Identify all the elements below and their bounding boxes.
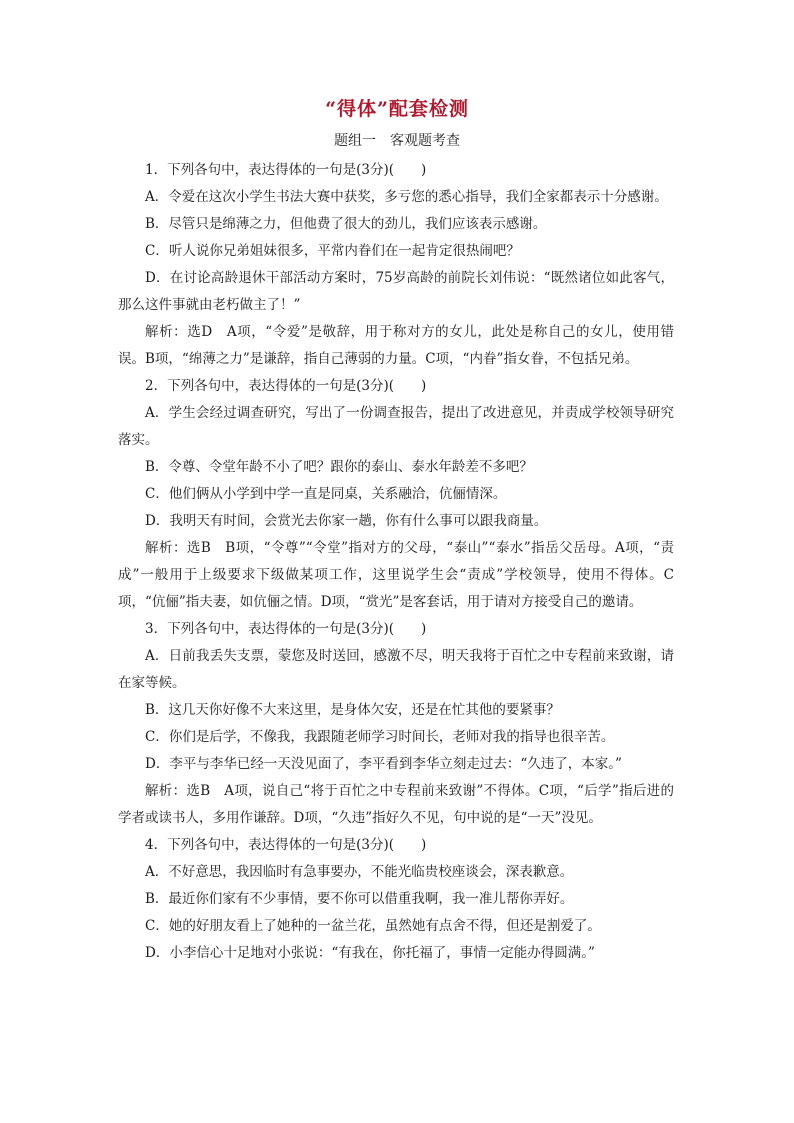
question-3-stem: 3．下列各句中，表达得体的一句是(3分)( ) xyxy=(145,621,427,637)
page-title: “得体”配套检测 xyxy=(325,98,469,120)
question-2-option-b: B．令尊、令堂年龄不小了吧？跟你的泰山、泰水年龄差不多吧？ xyxy=(145,459,533,475)
question-3-option-b: B．这几天你好像不大来这里，是身体欠安，还是在忙其他的要紧事？ xyxy=(145,702,560,718)
question-3-option-a: A．日前我丢失支票，蒙您及时送回，感激不尽，明天我将于百忙之中专程前来致谢，请在家等候。 xyxy=(118,648,674,691)
question-2-analysis: 解析：选B B项，“令尊”“令堂”指对方的父母，“泰山”“泰水”指岳父岳母。A项，“责成”一般用于上级要求下级做某项工作，这里说学生会“责成”学校领导，使用不得体。C项，“伉俪”指夫妻，如伉俪之情。D项，“赏光”是客套话，用于请对方接受自己的邀请。 xyxy=(118,540,674,610)
question-1-option-c: C．听人说你兄弟姐妹很多，平常内眷们在一起肯定很热闹吧？ xyxy=(145,243,520,259)
question-2-option-d: D．我明天有时间，会赏光去你家一趟，你有什么事可以跟我商量。 xyxy=(145,513,548,529)
question-2-option-c: C．他们俩从小学到中学一直是同桌，关系融洽，伉俪情深。 xyxy=(145,486,507,502)
question-1-option-b: B．尽管只是绵薄之力，但他费了很大的劲儿，我们应该表示感谢。 xyxy=(145,216,547,232)
question-4-stem: 4．下列各句中，表达得体的一句是(3分)( ) xyxy=(145,837,427,853)
question-1-stem: 1．下列各句中，表达得体的一句是(3分)( ) xyxy=(145,162,427,178)
question-3-analysis: 解析：选B A项，说自己“将于百忙之中专程前来致谢”不得体。C项，“后学”指后进的学者或读书人，多用作谦辞。D项，“久违”指好久不见，句中说的是“一天”没见。 xyxy=(118,783,674,826)
question-1-option-d: D．在讨论高龄退休干部活动方案时，75岁高龄的前院长刘伟说：“既然诸位如此客气，那么这件事就由老朽做主了！” xyxy=(118,270,674,313)
question-3-option-d: D．李平与李华已经一天没见面了，李平看到李华立刻走过去：“久违了，本家。” xyxy=(145,756,622,772)
question-1-option-a: A．令爱在这次小学生书法大赛中获奖，多亏您的悉心指导，我们全家都表示十分感谢。 xyxy=(145,189,668,205)
question-2-option-a: A．学生会经过调查研究，写出了一份调查报告，提出了改进意见，并责成学校领导研究落实。 xyxy=(118,405,674,448)
question-3-option-c: C．你们是后学，不像我，我跟随老师学习时间长，老师对我的指导也很辛苦。 xyxy=(145,729,615,745)
question-4-option-c: C．她的好朋友看上了她种的一盆兰花，虽然她有点舍不得，但还是割爱了。 xyxy=(145,918,601,934)
section-heading: 题组一 客观题考查 xyxy=(334,133,460,149)
question-2-stem: 2．下列各句中，表达得体的一句是(3分)( ) xyxy=(145,378,427,394)
document-body xyxy=(118,157,674,967)
question-1-analysis: 解析：选D A项，“令爱”是敬辞，用于称对方的女儿，此处是称自己的女儿，使用错误。B项，“绵薄之力”是谦辞，指自己薄弱的力量。C项，“内眷”指女眷，不包括兄弟。 xyxy=(118,324,674,367)
question-4-option-d: D．小李信心十足地对小张说：“有我在，你托福了，事情一定能办得圆满。” xyxy=(145,945,595,961)
question-4-option-a: A．不好意思，我因临时有急事要办，不能光临贵校座谈会，深表歉意。 xyxy=(145,864,574,880)
question-4-option-b: B．最近你们家有不少事情，要不你可以借重我啊，我一准儿帮你弄好。 xyxy=(145,891,574,907)
